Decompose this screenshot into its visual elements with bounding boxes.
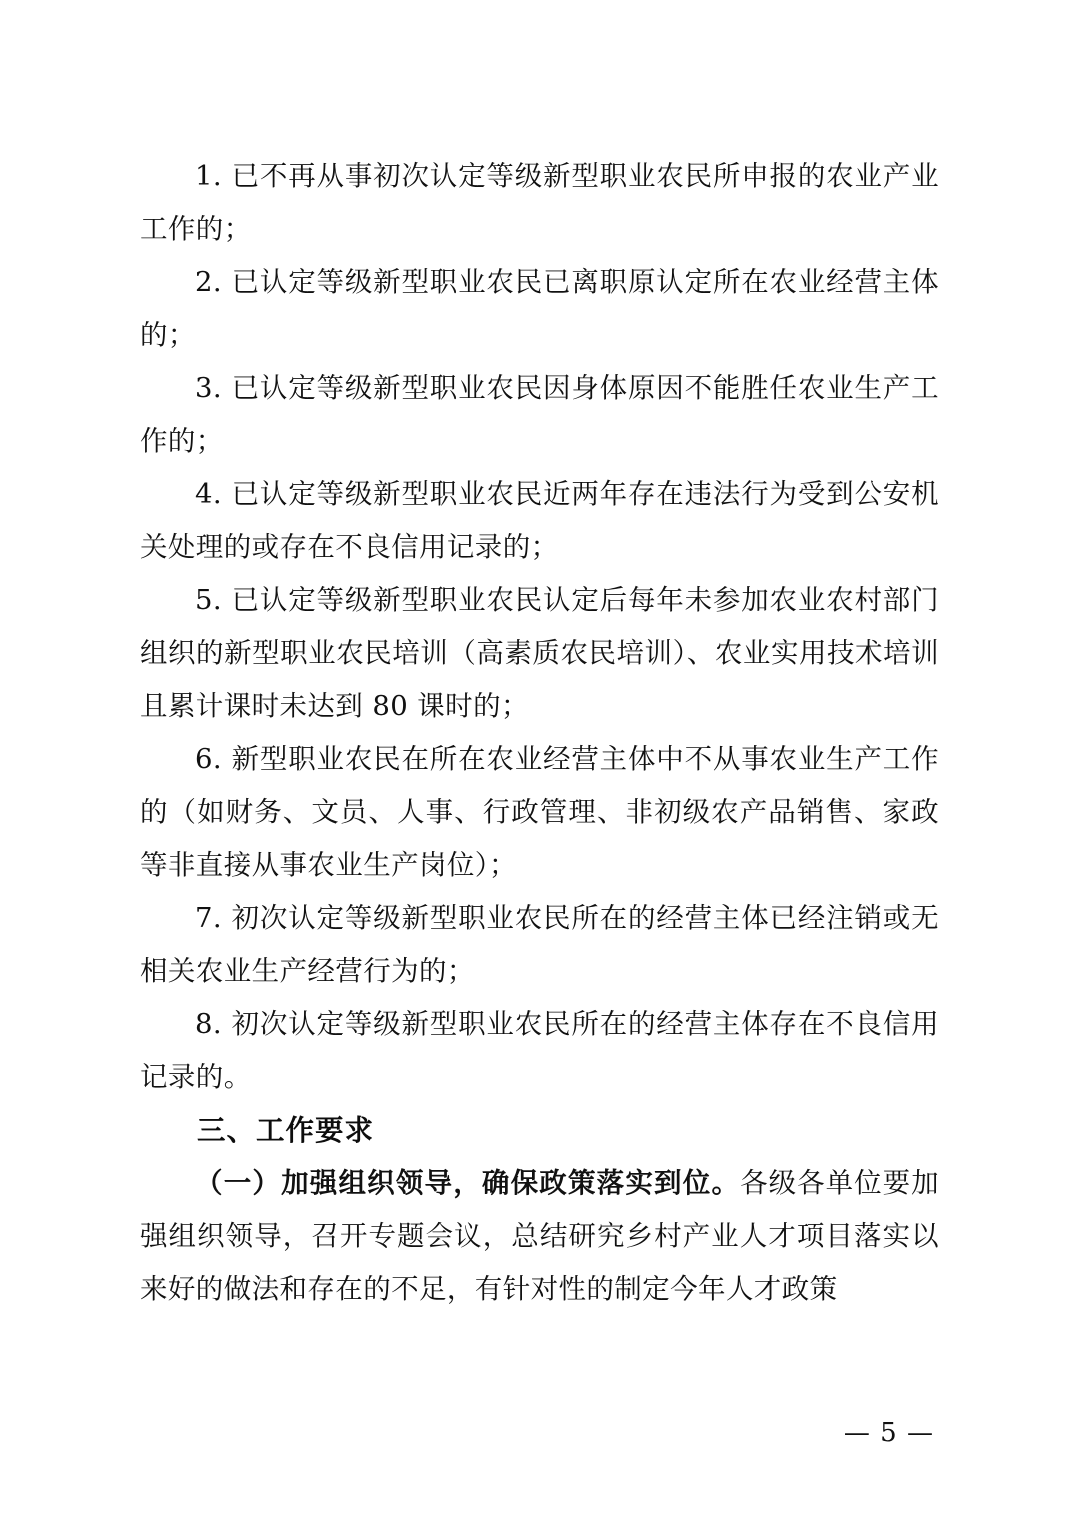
subsection-lead: （一）加强组织领导，确保政策落实到位。: [195, 1167, 741, 1199]
list-item: 4. 已认定等级新型职业农民近两年存在违法行为受到公安机关处理的或存在不良信用记录的；: [140, 478, 939, 563]
numbered-list: [140, 150, 939, 1104]
subsection-paragraph: [140, 1157, 939, 1316]
section-heading: 三、工作要求: [197, 1114, 375, 1147]
list-item: 8. 初次认定等级新型职业农民所在的经营主体存在不良信用记录的。: [140, 1008, 939, 1093]
list-item: 7. 初次认定等级新型职业农民所在的经营主体已经注销或无相关农业生产经营行为的；: [140, 902, 939, 987]
list-item: 5. 已认定等级新型职业农民认定后每年未参加农业农村部门组织的新型职业农民培训（高素质农民培训）、农业实用技术培训且累计课时未达到 80 课时的；: [140, 584, 939, 722]
list-item: 1. 已不再从事初次认定等级新型职业农民所申报的农业产业工作的；: [140, 160, 939, 245]
list-item: 2. 已认定等级新型职业农民已离职原认定所在农业经营主体的；: [140, 266, 939, 351]
list-item: 6. 新型职业农民在所在农业经营主体中不从事农业生产工作的（如财务、文员、人事、行政管理、非初级农产品销售、家政等非直接从事农业生产岗位）；: [140, 743, 939, 881]
page-number: — 5 —: [843, 1418, 934, 1448]
subsection-body: 各级各单位要加强组织领导，召开专题会议，总结研究乡村产业人才项目落实以来好的做法和存在的不足，有针对性的制定今年人才政策: [140, 1167, 939, 1305]
list-item: 3. 已认定等级新型职业农民因身体原因不能胜任农业生产工作的；: [140, 372, 939, 457]
